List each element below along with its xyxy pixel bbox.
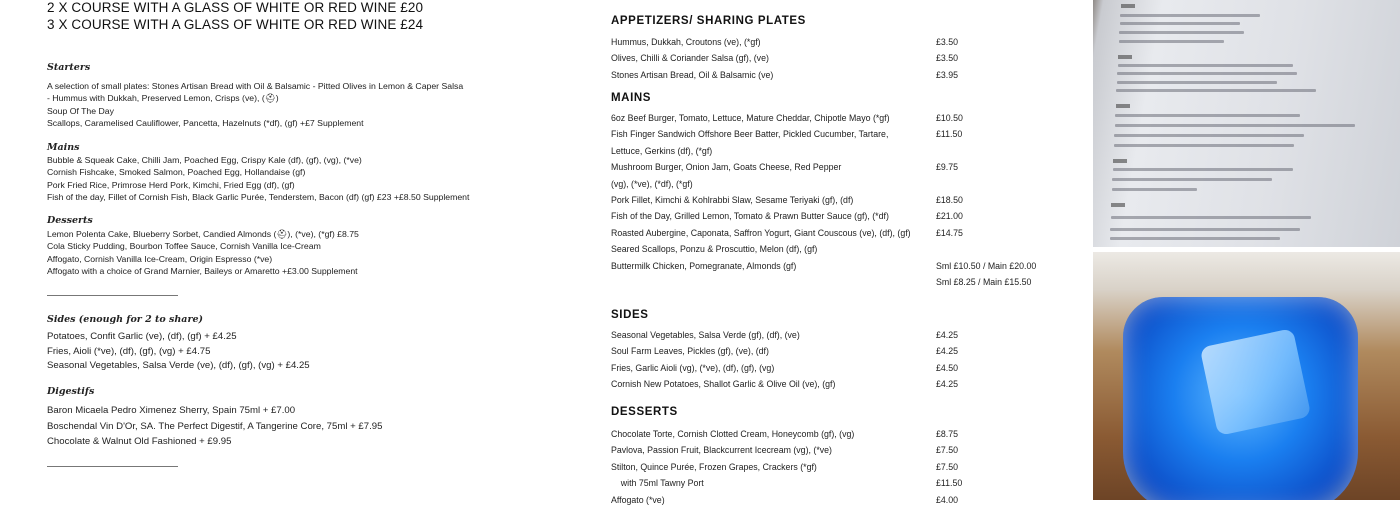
menu-item: Boschendal Vin D'Or, SA. The Perfect Digestif, A Tangerine Core, 75ml + £7.95 (47, 420, 383, 432)
menu-item-name: Lettuce, Gerkins (df), (*gf) (611, 145, 713, 156)
menu-photo-text-line (1112, 188, 1197, 191)
menu-item: Soup Of The Day (47, 105, 114, 116)
menu-item: Affogato with a choice of Grand Marnier, Baileys or Amaretto +£3.00 Supplement (47, 265, 358, 276)
menu-item-name: Chocolate Torte, Cornish Clotted Cream, Honeycomb (gf), (vg) (611, 429, 855, 439)
glass-image (1123, 297, 1358, 500)
menu-item-price: £11.50 (936, 129, 963, 140)
menu-photo-text-line (1119, 40, 1224, 43)
menu-item-name: Cornish New Potatoes, Shallot Garlic & Olive Oil (ve), (gf) (611, 379, 836, 390)
menu-item: Potatoes, Confit Garlic (ve), (df), (gf) + £4.25 (47, 331, 237, 342)
menu-photo-text-line (1110, 237, 1280, 240)
menu-item: Bubble & Squeak Cake, Chilli Jam, Poached Egg, Crispy Kale (df), (gf), (vg), (*ve) (47, 155, 362, 165)
menu-item-name: Soul Farm Leaves, Pickles (gf), (ve), (df) (611, 346, 769, 357)
menu-item-price: £4.25 (936, 379, 959, 390)
menu-photo-text-line (1120, 22, 1240, 25)
menu-item-name: Buttermilk Chicken, Pomegranate, Almonds (gf) (611, 260, 797, 271)
menu-item: Scallops, Caramelised Cauliflower, Pancetta, Hazelnuts (*df), (gf) +£7 Supplement (47, 117, 364, 128)
offer-line: 3 X COURSE WITH A GLASS OF WHITE OR RED WINE £24 (47, 17, 424, 32)
menu-item-name: Fish Finger Sandwich Offshore Beer Batter, Pickled Cucumber, Tartare, (611, 129, 889, 140)
menu-item-name: Fish of the Day, Grilled Lemon, Tomato & Prawn Butter Sauce (gf), (*df) (611, 211, 889, 222)
menu-item-price: £7.50 (936, 461, 959, 472)
section-title-sides: SIDES (611, 309, 649, 321)
section-title-appetizers: APPETIZERS/ SHARING PLATES (611, 15, 806, 27)
section-title-desserts: DESSERTS (611, 406, 678, 418)
section-title-starters: Starters (47, 62, 91, 73)
menu-photo-text-line (1118, 55, 1132, 59)
menu-item-price: £7.50 (936, 445, 959, 456)
menu-item-price: £4.25 (936, 346, 959, 357)
menu-photo-text-line (1120, 14, 1260, 17)
blue-cocktail-photo (1093, 252, 1400, 500)
menu-item-price: £14.75 (936, 227, 963, 238)
menu-item: Affogato, Cornish Vanilla Ice-Cream, Origin Espresso (*ve) (47, 253, 273, 264)
divider (47, 466, 178, 467)
menu-item-name: Seasonal Vegetables, Salsa Verde (gf), (df), (ve) (611, 330, 800, 340)
section-title-desserts: Desserts (47, 215, 93, 226)
menu-item-name: Affogato (*ve) (611, 494, 665, 505)
menu-item-price: £4.00 (936, 494, 959, 505)
menu-photo-text-line (1118, 64, 1293, 67)
menu-photo-text-line (1117, 72, 1297, 75)
section-title-sides: Sides (enough for 2 to share) (47, 314, 203, 325)
menu-item-price: £4.50 (936, 362, 959, 373)
menu-item: Cornish Fishcake, Smoked Salmon, Poached Egg, Hollandaise (gf) (47, 167, 306, 178)
section-title-mains: Mains (47, 142, 80, 153)
menu-item: Chocolate & Walnut Old Fashioned + £9.95 (47, 436, 232, 447)
menu-item-name: Stones Artisan Bread, Oil & Balsamic (ve) (611, 69, 774, 80)
menu-item: A selection of small plates: Stones Artisan Bread with Oil & Balsamic - Pitted Olives in Lemon & Caper Salsa (47, 81, 464, 91)
section-title-digestifs: Digestifs (47, 386, 95, 397)
menu-item: Fish of the day, Fillet of Cornish Fish, Black Garlic Purée, Tenderstem, Bacon (df) (gf) £23 +£8.50 Supplement (47, 191, 470, 202)
menu-item-price: £21.00 (936, 211, 963, 222)
menu-item-price: £10.50 (936, 113, 963, 123)
menu-item-price: £4.25 (936, 330, 959, 340)
menu-item-name: 6oz Beef Burger, Tomato, Lettuce, Mature Cheddar, Chipotle Mayo (*gf) (611, 113, 890, 123)
menu-photo-text-line (1121, 4, 1135, 8)
menu-item-name: Stilton, Quince Purée, Frozen Grapes, Crackers (*gf) (611, 461, 817, 472)
menu-photo-text-line (1113, 159, 1127, 163)
menu-item-name: Seared Scallops, Ponzu & Proscuttio, Melon (df), (gf) (611, 244, 818, 255)
menu-item-name: with 75ml Tawny Port (611, 478, 704, 489)
menu-item-name: Pork Fillet, Kimchi & Kohlrabbi Slaw, Sesame Teriyaki (gf), (df) (611, 195, 854, 205)
menu-photo-text-line (1117, 81, 1277, 84)
menu-item-price: £8.75 (936, 429, 959, 439)
menu-item-name: (vg), (*ve), (*df), (*gf) (611, 178, 693, 189)
menu-item-price: £3.95 (936, 69, 959, 80)
menu-item-name: Pavlova, Passion Fruit, Blackcurrent Icecream (vg), (*ve) (611, 445, 832, 456)
menu-item-price: £11.50 (936, 478, 963, 489)
menu-item: - Hummus with Dukkah, Preserved Lemon, Crisps (ve), (⛑) (47, 93, 279, 104)
menu-photo-text-line (1111, 216, 1311, 219)
menu-item: Fries, Aioli (*ve), (df), (gf), (vg) + £4.75 (47, 345, 211, 357)
menu-item-price: Sml £10.50 / Main £20.00 (936, 260, 1037, 271)
divider (47, 295, 178, 296)
menu-photo-text-line (1110, 228, 1300, 231)
menu-item: Lemon Polenta Cake, Blueberry Sorbet, Candied Almonds (⛑), (*ve), (*gf) £8.75 (47, 229, 359, 239)
menu-item-name: Roasted Aubergine, Caponata, Saffron Yogurt, Giant Couscous (ve), (df), (gf) (611, 227, 911, 238)
menu-item-price: £3.50 (936, 53, 959, 64)
offer-line: 2 X COURSE WITH A GLASS OF WHITE OR RED WINE £20 (47, 0, 424, 15)
menu-photo-text-line (1115, 124, 1355, 127)
menu-item-name: Mushroom Burger, Onion Jam, Goats Cheese, Red Pepper (611, 162, 842, 173)
menu-photo-text-line (1114, 134, 1304, 137)
menu-item-name: Fries, Garlic Aioli (vg), (*ve), (df), (gf), (vg) (611, 362, 775, 373)
menu-item-name: Olives, Chilli & Coriander Salsa (gf), (ve) (611, 53, 769, 64)
menu-photo-text-line (1116, 104, 1130, 108)
menu-item-price: £3.50 (936, 37, 959, 47)
menu-photo-text-line (1119, 31, 1244, 34)
menu-photo-text-line (1114, 144, 1294, 147)
menu-item-price: £9.75 (936, 162, 959, 173)
menu-photo-text-line (1116, 89, 1316, 92)
menu-photo-text-line (1113, 168, 1293, 171)
menu-item: Baron Micaela Pedro Ximenez Sherry, Spain 75ml + £7.00 (47, 405, 296, 416)
menu-item: Pork Fried Rice, Primrose Herd Pork, Kimchi, Fried Egg (df), (gf) (47, 179, 295, 190)
menu-item-price: £18.50 (936, 195, 963, 205)
menu-item-name: Hummus, Dukkah, Croutons (ve), (*gf) (611, 37, 761, 47)
menu-photo-text-line (1111, 203, 1125, 207)
menu-photo-text-line (1115, 114, 1300, 117)
menu-photo-text-line (1112, 178, 1272, 181)
menu-item: Seasonal Vegetables, Salsa Verde (ve), (df), (gf), (vg) + £4.25 (47, 360, 310, 372)
section-title-mains: MAINS (611, 92, 652, 104)
menu-item-price: Sml £8.25 / Main £15.50 (936, 277, 1032, 287)
printed-menu-photo (1093, 0, 1400, 247)
ice-cube-image (1200, 328, 1312, 436)
menu-item: Cola Sticky Pudding, Bourbon Toffee Sauce, Cornish Vanilla Ice-Cream (47, 241, 321, 252)
